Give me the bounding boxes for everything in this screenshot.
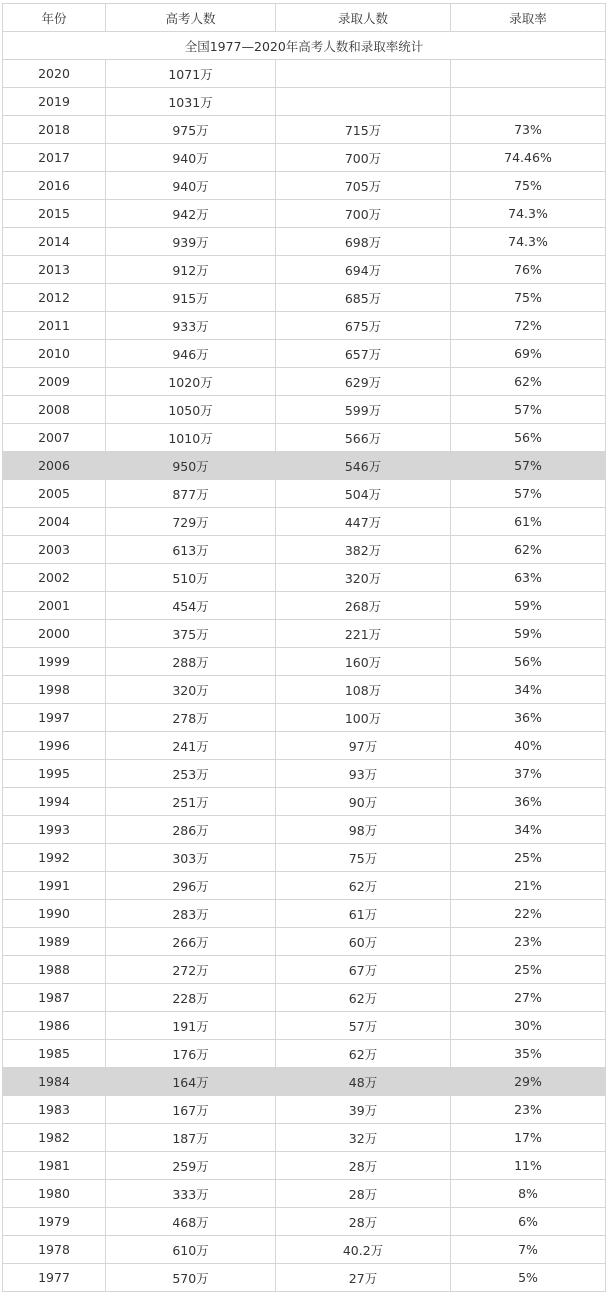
cell-year: 2018: [3, 116, 106, 144]
cell-year: 1979: [3, 1208, 106, 1236]
table-row: [3, 396, 606, 424]
table-row: [3, 60, 606, 88]
table-row: [3, 144, 606, 172]
cell-admitted: 221万: [276, 620, 451, 648]
cell-admitted: 98万: [276, 816, 451, 844]
cell-rate: 21%: [451, 872, 606, 900]
cell-admitted: 705万: [276, 172, 451, 200]
table-row: [3, 228, 606, 256]
cell-admitted: 48万: [276, 1068, 451, 1096]
table-row: [3, 872, 606, 900]
cell-rate: 23%: [451, 928, 606, 956]
cell-rate: 57%: [451, 480, 606, 508]
cell-year: 1977: [3, 1264, 106, 1292]
cell-rate: 62%: [451, 536, 606, 564]
cell-examinees: 912万: [106, 256, 276, 284]
cell-examinees: 228万: [106, 984, 276, 1012]
cell-year: 1991: [3, 872, 106, 900]
cell-rate: 5%: [451, 1264, 606, 1292]
cell-rate: 34%: [451, 676, 606, 704]
cell-rate: 27%: [451, 984, 606, 1012]
table-row: [3, 1124, 606, 1152]
cell-admitted: 32万: [276, 1124, 451, 1152]
table-row: [3, 1152, 606, 1180]
cell-rate: 37%: [451, 760, 606, 788]
header-row: [3, 4, 606, 32]
cell-admitted: [276, 60, 451, 88]
cell-rate: [451, 88, 606, 116]
cell-rate: 56%: [451, 648, 606, 676]
cell-examinees: 940万: [106, 172, 276, 200]
cell-admitted: 566万: [276, 424, 451, 452]
cell-examinees: 191万: [106, 1012, 276, 1040]
table-body: [3, 32, 606, 1292]
table-row: [3, 1012, 606, 1040]
table-row: [3, 368, 606, 396]
cell-admitted: 93万: [276, 760, 451, 788]
cell-rate: 59%: [451, 592, 606, 620]
cell-year: 1988: [3, 956, 106, 984]
cell-admitted: 694万: [276, 256, 451, 284]
cell-rate: 72%: [451, 312, 606, 340]
table-row: [3, 760, 606, 788]
cell-examinees: 933万: [106, 312, 276, 340]
cell-year: 2010: [3, 340, 106, 368]
cell-rate: 30%: [451, 1012, 606, 1040]
cell-year: 2008: [3, 396, 106, 424]
table-row: [3, 536, 606, 564]
cell-admitted: 62万: [276, 1040, 451, 1068]
cell-admitted: 657万: [276, 340, 451, 368]
cell-admitted: 75万: [276, 844, 451, 872]
cell-admitted: 715万: [276, 116, 451, 144]
cell-examinees: 253万: [106, 760, 276, 788]
cell-year: 2020: [3, 60, 106, 88]
admission-stats-table: [2, 3, 606, 1292]
cell-examinees: 278万: [106, 704, 276, 732]
table-row: [3, 648, 606, 676]
cell-admitted: 698万: [276, 228, 451, 256]
cell-admitted: 97万: [276, 732, 451, 760]
cell-examinees: 950万: [106, 452, 276, 480]
cell-examinees: 375万: [106, 620, 276, 648]
cell-examinees: 942万: [106, 200, 276, 228]
cell-admitted: 268万: [276, 592, 451, 620]
cell-examinees: 454万: [106, 592, 276, 620]
cell-rate: 57%: [451, 396, 606, 424]
cell-year: 2001: [3, 592, 106, 620]
header-admitted: 录取人数: [276, 4, 451, 32]
table-row: [3, 116, 606, 144]
cell-examinees: 167万: [106, 1096, 276, 1124]
cell-admitted: [276, 88, 451, 116]
cell-rate: 22%: [451, 900, 606, 928]
cell-examinees: 259万: [106, 1152, 276, 1180]
cell-year: 1982: [3, 1124, 106, 1152]
table-row: [3, 900, 606, 928]
cell-examinees: 164万: [106, 1068, 276, 1096]
cell-year: 1984: [3, 1068, 106, 1096]
cell-rate: 63%: [451, 564, 606, 592]
table-row: [3, 452, 606, 480]
table-row: [3, 312, 606, 340]
cell-examinees: 333万: [106, 1180, 276, 1208]
cell-rate: 35%: [451, 1040, 606, 1068]
cell-rate: 36%: [451, 704, 606, 732]
cell-rate: 8%: [451, 1180, 606, 1208]
cell-rate: 34%: [451, 816, 606, 844]
cell-examinees: 187万: [106, 1124, 276, 1152]
table-row: [3, 676, 606, 704]
cell-examinees: 320万: [106, 676, 276, 704]
table-row: [3, 424, 606, 452]
cell-year: 1985: [3, 1040, 106, 1068]
table-header: [3, 4, 606, 32]
cell-year: 2012: [3, 284, 106, 312]
table-title-row: [3, 32, 606, 60]
cell-admitted: 546万: [276, 452, 451, 480]
cell-year: 2002: [3, 564, 106, 592]
cell-rate: 36%: [451, 788, 606, 816]
cell-rate: 73%: [451, 116, 606, 144]
cell-year: 2014: [3, 228, 106, 256]
cell-rate: 75%: [451, 284, 606, 312]
cell-admitted: 382万: [276, 536, 451, 564]
cell-rate: 17%: [451, 1124, 606, 1152]
table-row: [3, 928, 606, 956]
cell-rate: 59%: [451, 620, 606, 648]
table-row: [3, 564, 606, 592]
table-row: [3, 172, 606, 200]
cell-year: 2016: [3, 172, 106, 200]
cell-admitted: 57万: [276, 1012, 451, 1040]
cell-examinees: 610万: [106, 1236, 276, 1264]
cell-examinees: 303万: [106, 844, 276, 872]
cell-year: 1978: [3, 1236, 106, 1264]
cell-examinees: 975万: [106, 116, 276, 144]
cell-examinees: 1010万: [106, 424, 276, 452]
cell-admitted: 108万: [276, 676, 451, 704]
table-row: [3, 1040, 606, 1068]
table-row: [3, 88, 606, 116]
cell-admitted: 28万: [276, 1152, 451, 1180]
table-row: [3, 704, 606, 732]
cell-examinees: 241万: [106, 732, 276, 760]
table-row: [3, 1068, 606, 1096]
cell-rate: 74.3%: [451, 200, 606, 228]
table-row: [3, 984, 606, 1012]
cell-examinees: 1050万: [106, 396, 276, 424]
cell-year: 2000: [3, 620, 106, 648]
cell-year: 1996: [3, 732, 106, 760]
cell-year: 1980: [3, 1180, 106, 1208]
cell-year: 2009: [3, 368, 106, 396]
cell-year: 1987: [3, 984, 106, 1012]
cell-rate: 69%: [451, 340, 606, 368]
cell-admitted: 40.2万: [276, 1236, 451, 1264]
cell-rate: 25%: [451, 844, 606, 872]
cell-admitted: 62万: [276, 872, 451, 900]
cell-rate: 75%: [451, 172, 606, 200]
cell-rate: 11%: [451, 1152, 606, 1180]
cell-rate: 76%: [451, 256, 606, 284]
table-row: [3, 816, 606, 844]
cell-rate: 62%: [451, 368, 606, 396]
cell-admitted: 67万: [276, 956, 451, 984]
table-row: [3, 1208, 606, 1236]
table-row: [3, 200, 606, 228]
cell-year: 1989: [3, 928, 106, 956]
table-row: [3, 592, 606, 620]
cell-year: 2005: [3, 480, 106, 508]
cell-rate: 74.46%: [451, 144, 606, 172]
cell-admitted: 100万: [276, 704, 451, 732]
cell-rate: 40%: [451, 732, 606, 760]
cell-year: 1995: [3, 760, 106, 788]
cell-examinees: 288万: [106, 648, 276, 676]
cell-examinees: 613万: [106, 536, 276, 564]
cell-admitted: 90万: [276, 788, 451, 816]
cell-year: 1997: [3, 704, 106, 732]
cell-year: 2003: [3, 536, 106, 564]
cell-rate: [451, 60, 606, 88]
table-row: [3, 480, 606, 508]
cell-admitted: 629万: [276, 368, 451, 396]
table-title: 全国1977—2020年高考人数和录取率统计: [3, 32, 606, 60]
cell-rate: 56%: [451, 424, 606, 452]
cell-admitted: 160万: [276, 648, 451, 676]
cell-examinees: 266万: [106, 928, 276, 956]
header-year: 年份: [3, 4, 106, 32]
cell-year: 1993: [3, 816, 106, 844]
cell-admitted: 39万: [276, 1096, 451, 1124]
cell-year: 1990: [3, 900, 106, 928]
cell-year: 1981: [3, 1152, 106, 1180]
cell-examinees: 296万: [106, 872, 276, 900]
header-examinees: 高考人数: [106, 4, 276, 32]
cell-examinees: 570万: [106, 1264, 276, 1292]
cell-rate: 29%: [451, 1068, 606, 1096]
cell-examinees: 283万: [106, 900, 276, 928]
cell-admitted: 700万: [276, 200, 451, 228]
cell-examinees: 940万: [106, 144, 276, 172]
table-row: [3, 1264, 606, 1292]
cell-year: 2019: [3, 88, 106, 116]
cell-admitted: 599万: [276, 396, 451, 424]
cell-examinees: 251万: [106, 788, 276, 816]
cell-rate: 25%: [451, 956, 606, 984]
cell-rate: 57%: [451, 452, 606, 480]
cell-admitted: 675万: [276, 312, 451, 340]
table-row: [3, 256, 606, 284]
header-rate: 录取率: [451, 4, 606, 32]
cell-admitted: 320万: [276, 564, 451, 592]
cell-year: 1994: [3, 788, 106, 816]
cell-year: 2004: [3, 508, 106, 536]
cell-admitted: 685万: [276, 284, 451, 312]
cell-year: 2006: [3, 452, 106, 480]
table-row: [3, 1236, 606, 1264]
cell-examinees: 468万: [106, 1208, 276, 1236]
table-row: [3, 1180, 606, 1208]
cell-year: 1992: [3, 844, 106, 872]
table-row: [3, 620, 606, 648]
cell-examinees: 510万: [106, 564, 276, 592]
table-row: [3, 788, 606, 816]
cell-year: 1999: [3, 648, 106, 676]
cell-admitted: 504万: [276, 480, 451, 508]
cell-year: 2017: [3, 144, 106, 172]
cell-examinees: 1031万: [106, 88, 276, 116]
cell-examinees: 877万: [106, 480, 276, 508]
cell-examinees: 939万: [106, 228, 276, 256]
cell-year: 2013: [3, 256, 106, 284]
cell-admitted: 28万: [276, 1180, 451, 1208]
cell-admitted: 27万: [276, 1264, 451, 1292]
cell-admitted: 62万: [276, 984, 451, 1012]
table-row: [3, 508, 606, 536]
cell-examinees: 915万: [106, 284, 276, 312]
cell-examinees: 286万: [106, 816, 276, 844]
cell-admitted: 28万: [276, 1208, 451, 1236]
cell-rate: 23%: [451, 1096, 606, 1124]
cell-examinees: 272万: [106, 956, 276, 984]
cell-year: 1986: [3, 1012, 106, 1040]
cell-year: 2007: [3, 424, 106, 452]
table-row: [3, 844, 606, 872]
cell-year: 1983: [3, 1096, 106, 1124]
cell-examinees: 176万: [106, 1040, 276, 1068]
cell-admitted: 700万: [276, 144, 451, 172]
cell-rate: 74.3%: [451, 228, 606, 256]
cell-admitted: 61万: [276, 900, 451, 928]
table-row: [3, 732, 606, 760]
cell-year: 1998: [3, 676, 106, 704]
table-row: [3, 956, 606, 984]
table-row: [3, 1096, 606, 1124]
cell-examinees: 1020万: [106, 368, 276, 396]
cell-admitted: 447万: [276, 508, 451, 536]
cell-rate: 6%: [451, 1208, 606, 1236]
cell-year: 2011: [3, 312, 106, 340]
table-row: [3, 284, 606, 312]
cell-admitted: 60万: [276, 928, 451, 956]
table-row: [3, 340, 606, 368]
cell-rate: 61%: [451, 508, 606, 536]
cell-rate: 7%: [451, 1236, 606, 1264]
cell-examinees: 1071万: [106, 60, 276, 88]
cell-examinees: 946万: [106, 340, 276, 368]
cell-examinees: 729万: [106, 508, 276, 536]
cell-year: 2015: [3, 200, 106, 228]
